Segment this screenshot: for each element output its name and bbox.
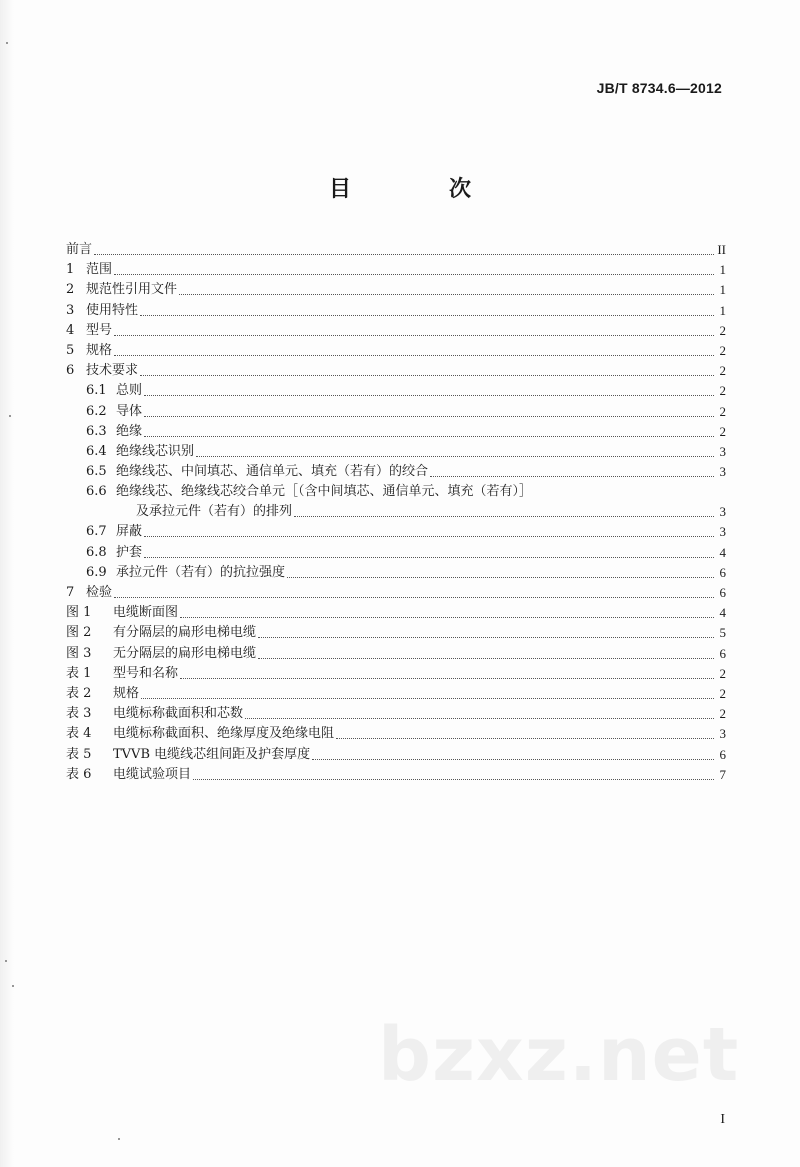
toc-entry-number: 图 3 (66, 645, 92, 661)
toc-leader-dots (258, 657, 714, 659)
toc-entry-title: 规格 (86, 342, 113, 358)
toc-leader-dots (312, 758, 714, 760)
scan-speckle (118, 1138, 120, 1140)
toc-entry (66, 561, 726, 581)
toc-entry-page: 2 (719, 322, 726, 338)
toc-entry-number: 4 (66, 322, 75, 338)
toc-entry-number: 表 6 (66, 766, 92, 782)
toc-entry-title: 总则 (116, 383, 143, 399)
toc-entry-number: 6.6 (86, 484, 107, 500)
toc-leader-dots (114, 596, 714, 598)
toc-leader-dots (140, 314, 714, 316)
toc-entry-title: 绝缘 (116, 423, 143, 439)
standard-number: JB/T 8734.6—2012 (596, 80, 722, 96)
toc-leader-dots (144, 556, 714, 558)
toc-leader-dots (144, 415, 714, 417)
toc-entry-number: 6.4 (86, 443, 107, 459)
toc-entry-page: 2 (719, 423, 726, 439)
toc-entry-title: 绝缘线芯识别 (116, 443, 195, 459)
toc-entry-number: 6.5 (86, 464, 107, 480)
toc-entry-title: 技术要求 (86, 363, 139, 379)
toc-entry (66, 500, 726, 520)
toc-entry-page: 2 (719, 363, 726, 379)
toc-entry-title: 规格 (113, 685, 140, 701)
toc-entry (66, 440, 726, 460)
toc-entry (66, 319, 726, 339)
toc-leader-dots (245, 717, 714, 719)
toc-entry-title: TVVB 电缆线芯组间距及护套厚度 (113, 746, 311, 762)
toc-entry-page: 6 (719, 645, 726, 661)
scan-speckle (5, 960, 7, 962)
toc-entry-number: 6.7 (86, 524, 107, 540)
toc-entry-number: 6.2 (86, 403, 107, 419)
toc-entry (66, 298, 726, 318)
toc-entry-title: 及承拉元件（若有）的排列 (136, 504, 293, 520)
toc-entry (66, 480, 726, 500)
toc-entry-page: 3 (719, 524, 726, 540)
toc-entry (66, 241, 726, 258)
toc-entry-title: 导体 (116, 403, 143, 419)
toc-leader-dots (336, 737, 714, 739)
toc-entry-number: 表 4 (66, 726, 92, 742)
toc-entry-title: 无分隔层的扁形电梯电缆 (113, 645, 257, 661)
toc-entry-page: 6 (719, 564, 726, 580)
table-of-contents (66, 241, 726, 783)
toc-entry-number: 表 1 (66, 665, 92, 681)
toc-entry (66, 420, 726, 440)
toc-entry-page: 6 (719, 746, 726, 762)
toc-entry-number: 6.3 (86, 423, 107, 439)
toc-leader-dots (94, 253, 714, 255)
toc-entry-page: 4 (719, 605, 726, 621)
toc-entry (66, 601, 726, 621)
toc-entry-title: 使用特性 (86, 302, 139, 318)
watermark: bzxz.net (378, 1012, 740, 1098)
toc-entry-number: 图 1 (66, 605, 92, 621)
toc-entry-number: 6 (66, 363, 75, 379)
toc-entry-number: 1 (66, 262, 75, 278)
toc-entry (66, 581, 726, 601)
toc-leader-dots (287, 576, 714, 578)
toc-entry (66, 662, 726, 682)
toc-leader-dots (179, 293, 714, 295)
toc-entry-title: 型号和名称 (113, 665, 179, 681)
toc-entry-page: 4 (719, 544, 726, 560)
scan-speckle (9, 415, 11, 417)
toc-leader-dots (140, 374, 714, 376)
toc-entry-title: 护套 (116, 544, 143, 560)
toc-entry-number: 表 5 (66, 746, 92, 762)
toc-entry (66, 339, 726, 359)
toc-entry-page: 3 (719, 726, 726, 742)
toc-leader-dots (114, 334, 714, 336)
toc-entry-page: 2 (719, 685, 726, 701)
toc-leader-dots (430, 475, 714, 477)
toc-entry-title: 电缆标称截面积、绝缘厚度及绝缘电阻 (113, 726, 335, 742)
toc-entry-page: 2 (719, 665, 726, 681)
toc-entry-title: 电缆试验项目 (113, 766, 192, 782)
page-title: 目 次 (328, 177, 509, 202)
toc-entry (66, 682, 726, 702)
toc-leader-dots (141, 697, 714, 699)
toc-entry (66, 641, 726, 661)
toc-entry-page: II (717, 242, 726, 257)
toc-entry-page: 6 (719, 585, 726, 600)
toc-entry-number: 表 2 (66, 685, 92, 701)
toc-entry-title: 规范性引用文件 (86, 282, 178, 298)
toc-entry-number: 6.9 (86, 564, 107, 580)
toc-leader-dots (193, 778, 714, 780)
toc-leader-dots (114, 354, 714, 356)
toc-entry-page: 3 (719, 443, 726, 459)
toc-entry (66, 520, 726, 540)
toc-leader-dots (196, 455, 714, 457)
toc-leader-dots (144, 435, 714, 437)
toc-entry-page: 7 (719, 766, 726, 782)
toc-entry-page: 3 (719, 464, 726, 480)
toc-leader-dots (180, 677, 714, 679)
toc-entry-title: 型号 (86, 322, 113, 338)
page-folio: I (720, 1112, 725, 1127)
toc-entry-title: 电缆断面图 (113, 605, 179, 621)
toc-entry (66, 540, 726, 560)
toc-entry (66, 621, 726, 641)
toc-entry-number: 图 2 (66, 625, 92, 641)
toc-leader-dots (144, 394, 714, 396)
toc-leader-dots (294, 515, 714, 517)
toc-entry (66, 278, 726, 298)
toc-entry (66, 258, 726, 278)
toc-entry-number: 6.1 (86, 383, 107, 399)
toc-entry (66, 742, 726, 762)
toc-entry-number: 5 (66, 342, 75, 358)
toc-entry-page: 2 (719, 403, 726, 419)
toc-entry (66, 460, 726, 480)
toc-entry-title: 绝缘线芯、绝缘线芯绞合单元［（含中间填芯、通信单元、填充（若有）］ (116, 484, 533, 500)
toc-entry-page: 3 (719, 504, 726, 520)
toc-entry-title: 屏蔽 (116, 524, 143, 540)
toc-entry (66, 702, 726, 722)
toc-entry-page: 1 (719, 262, 726, 278)
toc-entry-title: 承拉元件（若有）的抗拉强度 (116, 564, 286, 580)
scan-speckle (12, 985, 14, 987)
toc-entry-page: 1 (719, 282, 726, 298)
toc-entry-number: 6.8 (86, 544, 107, 560)
toc-entry (66, 379, 726, 399)
toc-entry-number: 7 (66, 585, 75, 600)
toc-entry-page: 2 (719, 383, 726, 399)
toc-entry-page: 2 (719, 342, 726, 358)
toc-entry-title: 范围 (86, 262, 113, 278)
toc-entry-page: 1 (719, 302, 726, 318)
toc-entry (66, 359, 726, 379)
toc-entry (66, 763, 726, 783)
toc-entry-page: 5 (719, 625, 726, 641)
toc-entry-title: 电缆标称截面积和芯数 (113, 706, 244, 722)
toc-leader-dots (144, 535, 714, 537)
toc-entry-title: 绝缘线芯、中间填芯、通信单元、填充（若有）的绞合 (116, 464, 429, 480)
toc-leader-dots (180, 616, 714, 618)
toc-leader-dots (114, 273, 714, 275)
toc-entry-number: 2 (66, 282, 75, 298)
toc-entry (66, 399, 726, 419)
toc-entry (66, 722, 726, 742)
toc-leader-dots (258, 636, 714, 638)
toc-entry-title: 有分隔层的扁形电梯电缆 (113, 625, 257, 641)
toc-entry-number: 表 3 (66, 706, 92, 722)
scan-speckle (6, 42, 8, 44)
toc-entry-title: 检验 (86, 585, 113, 600)
toc-entry-title: 前言 (66, 242, 93, 257)
toc-entry-number: 3 (66, 302, 75, 318)
toc-entry-page: 2 (719, 706, 726, 722)
